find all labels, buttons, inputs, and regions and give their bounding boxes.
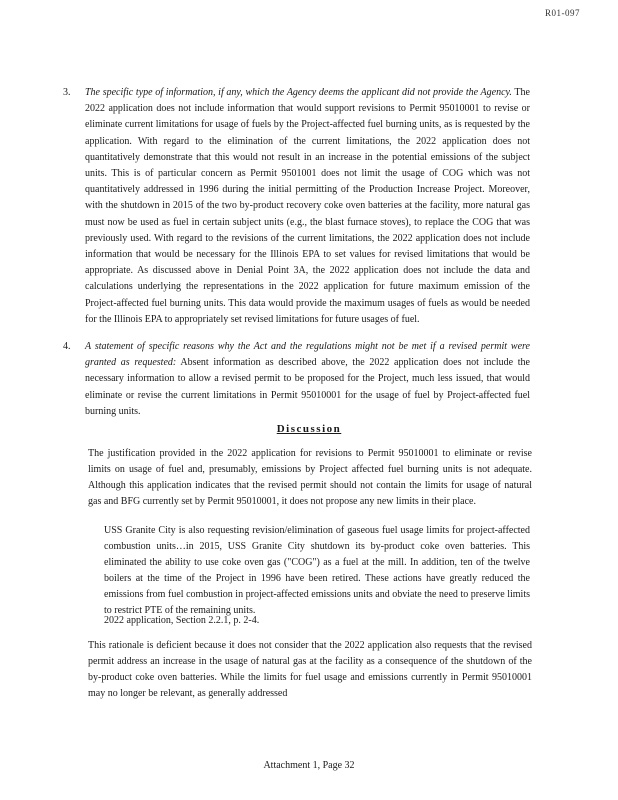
block-quote: USS Granite City is also requesting revision/elimination of gaseous fuel usage limits for project-affected combustion units…in 2015, USS Granite City shutdown its by-product coke oven batteries. This eliminated the ability to use coke oven gas ("COG") as a fuel at the mill. In addition, ten of the twelve boilers at the time of the Project in 1996 have been retired. These actions have greatly reduced the emissions from fuel combustion in project-affected emissions units and obviate the need to preserve limits to restrict PTE of the remaining units.	[104, 525, 530, 616]
item-text: The 2022 application does not include information that would support revisions to Permit 95010001 to revise or eliminate current limitations for usage of fuels by the Project-affected fuel burning units, as is requested by the application. With regard to the elimination of the current limitations, the 2022 application does not quantitatively demonstrate that this would not result in an increase in the potential emissions of the subject units. This is of particular concern as Permit 9501001 does not limit the usage of COG which was not quantitatively addressed in 1996 during the initial permitting of the Production Increase Project. Moreover, with the shutdown in 2015 of the two by-product recovery coke oven batteries at the facility, more natural gas must now be used as fuel in certain subject units (e.g., the blast furnace stoves), to replace the COG that was previously used. With regard to the revisions of the current limitations, the 2022 application does not include information that would be necessary for the Illinois EPA to set values for revised limitations that would be appropriate. As discussed above in Denial Point 3A, the 2022 application does not include the data and calculations underlying the representations in the 2022 application for future maximum emission of the Project-affected fuel burning units. This data would provide the maximum usages of fuels as would be needed for the Illinois EPA to appropriately set revised limitations for future usages of fuel.	[85, 87, 530, 325]
quote-citation: 2022 application, Section 2.2.1, p. 2-4.	[104, 615, 260, 626]
item-lead: The specific type of information, if any, which the Agency deems the applicant did not provide the Agency.	[85, 87, 512, 98]
item-lead: A statement of specific reasons why the Act and the regulations might not be met if a revised permit were granted as requested:	[85, 341, 530, 369]
list-item	[63, 339, 530, 420]
list-item	[63, 85, 530, 328]
item-text: Absent information as described above, the 2022 application does not include the necessary information to allow a revised permit to be proposed for the Project, much less issued, that would eliminate or revise the current limitations in Permit 95010001 for the usage of fuel by Project-affected fuel burning units.	[85, 357, 530, 417]
document-id: R01-097	[545, 8, 580, 18]
item-number: 4.	[63, 341, 71, 352]
body-paragraph: The justification provided in the 2022 application for revisions to Permit 95010001 to eliminate or revise limits on usage of fuel and, presumably, emissions by Project affected fuel burning units is not adequate. Although this application indicates that the revised permit should not contain the limits for usage of natural gas and BFG currently set by Permit 95010001, it does not propose any new limits in their place.	[88, 448, 532, 507]
item-number: 3.	[63, 87, 71, 98]
body-paragraph: This rationale is deficient because it does not consider that the 2022 application also requests that the revised permit address an increase in the usage of natural gas at the facility as a consequence of the shutdown of the by-product coke oven batteries. While the limits for fuel usage and emissions currently in Permit 95010001 may no longer be relevant, as generally addressed	[88, 640, 532, 699]
page-footer: Attachment 1, Page 32	[263, 760, 355, 771]
section-heading: Discussion	[276, 423, 342, 435]
